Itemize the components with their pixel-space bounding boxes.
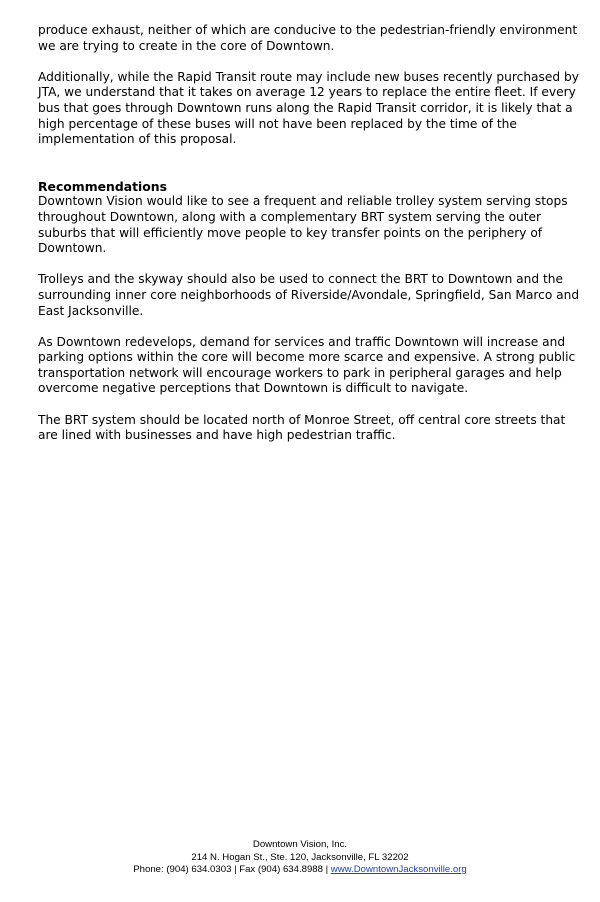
paragraph-skyway-connection: Trolleys and the skyway should also be used to connect the BRT to Downtown and the surrounding inner core neighborhoods of Riverside/Avondale, Springfield, San Marco and East Jacksonville. [38,272,580,318]
page-footer [0,839,600,877]
footer-address: 214 N. Hogan St., Ste. 120, Jacksonville, FL 32202 [191,851,409,863]
footer-website-link[interactable]: www.DowntownJacksonville.org [330,864,467,876]
recommendations-heading: Recommendations [38,178,167,194]
paragraph-exhaust: produce exhaust, neither of which are conducive to the pedestrian-friendly environment we are trying to create in the core of Downtown. [38,23,578,53]
paragraph-fleet-replacement: Additionally, while the Rapid Transit route may include new buses recently purchased by JTA, we understand that it takes on average 12 years to replace the entire fleet. If every bus that goes through Downtown runs along the Rapid Transit corridor, it is likely that a high percentage of these buses will not have been replaced by the time of the implementation of this proposal. [38,69,579,147]
paragraph-redevelopment: As Downtown redevelops, demand for services and traffic Downtown will increase and parking options within the core will become more scarce and expensive. A strong public transportation network will encourage workers to park in peripheral garages and help overcome negative perceptions that Downtown is difficult to navigate. [38,334,576,396]
footer-org-name: Downtown Vision, Inc. [252,839,348,850]
document-body [38,23,586,444]
paragraph-brt-location: The BRT system should be located north of Monroe Street, off central core streets that are lined with businesses and have high pedestrian traffic. [38,412,566,443]
paragraph-trolley-system: Downtown Vision would like to see a frequent and reliable trolley system serving stops throughout Downtown, along with a complementary BRT system serving the outer suburbs that will efficiently move people to key transfer points on the periphery of Downtown. [38,194,568,256]
footer-contact-line [0,864,600,877]
footer-phone-fax: Phone: (904) 634.0303 | Fax (904) 634.8988 | [133,864,331,876]
